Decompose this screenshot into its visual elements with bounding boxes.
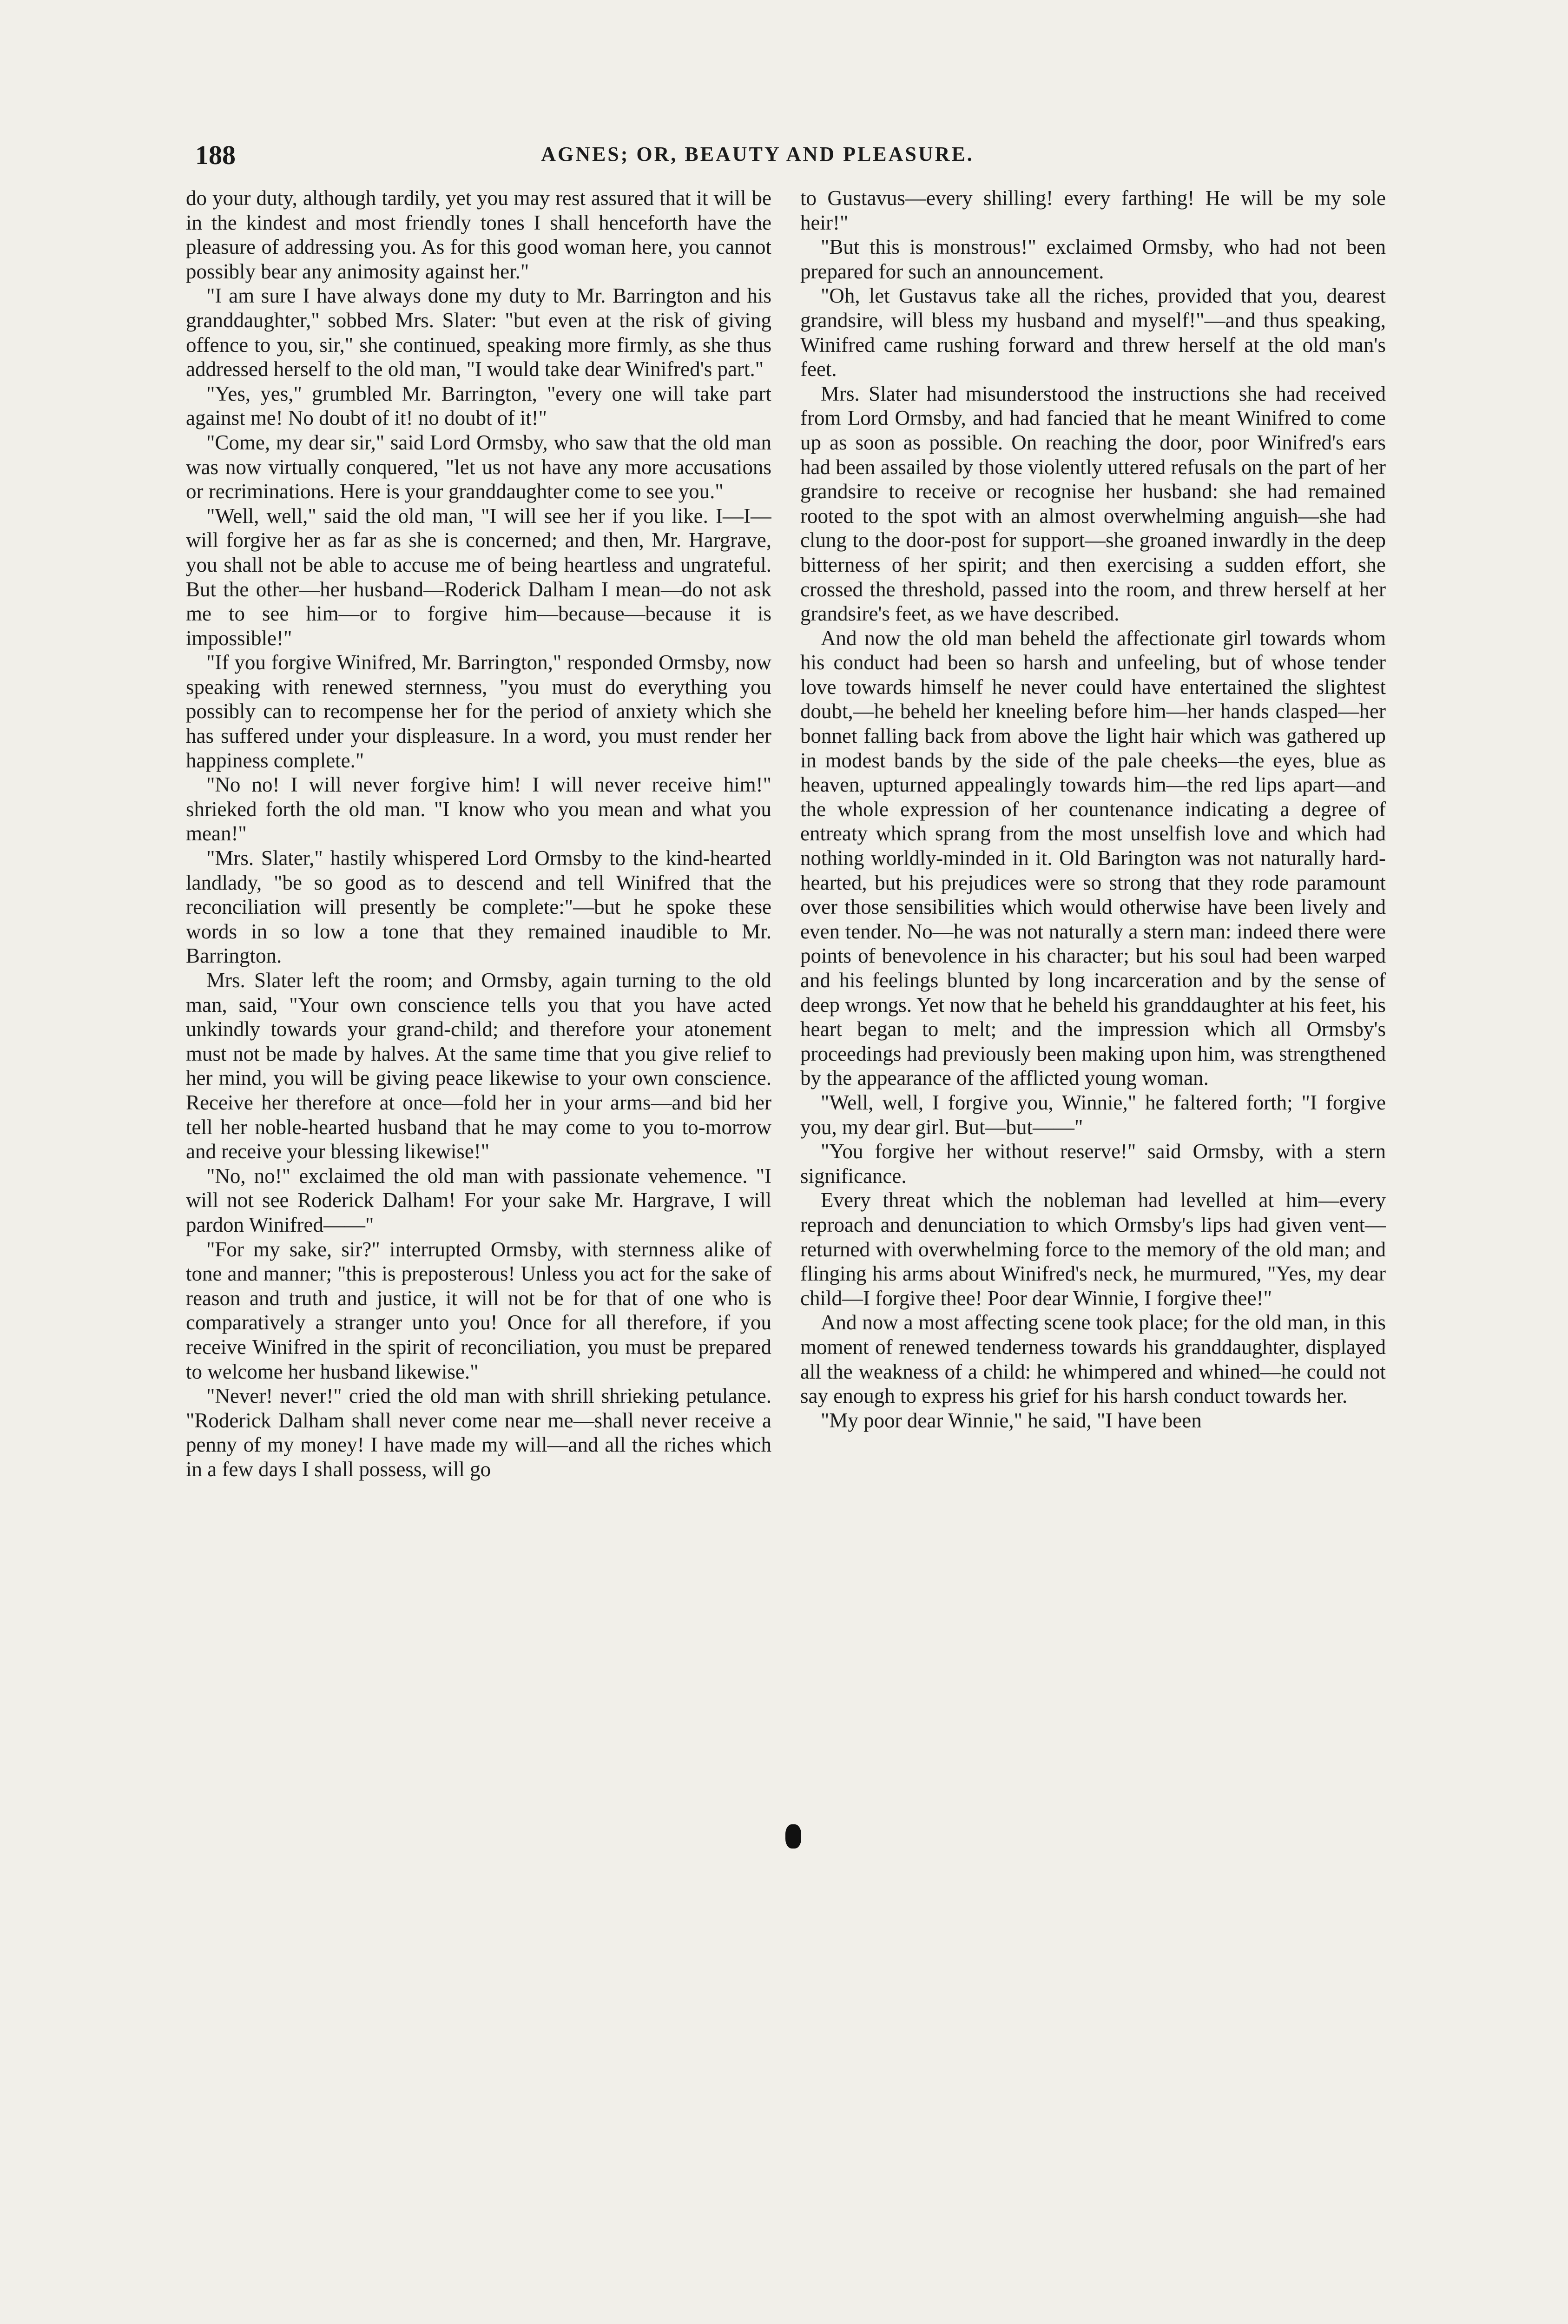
paragraph: "My poor dear Winnie," he said, "I have been xyxy=(821,1408,1202,1432)
paragraph: "For my sake, sir?" interrupted Ormsby, with sternness alike of tone and manner; "this is preposterous! Unless you act for the sake of reason and truth and justice, it will not be for that of one who is comparatively a stranger unto you! Once for all therefore, if you receive Winifred in the spirit of reconciliation, you must be prepared to welcome her husband likewise." xyxy=(186,1237,771,1383)
paragraph: "You forgive her without reserve!" said Ormsby, with a stern significance. xyxy=(800,1140,1386,1188)
paragraph: do your duty, although tardily, yet you may rest assured that it will be in the kindest and most friendly tones I shall henceforth have the pleasure of addressing you. As for this good woman here, you cannot possibly bear any animosity against her." xyxy=(186,186,771,283)
paragraph: to Gustavus—every shilling! every farthing! He will be my sole heir!" xyxy=(800,186,1386,234)
paragraph: "Yes, yes," grumbled Mr. Barrington, "every one will take part against me! No doubt of it! no doubt of it!" xyxy=(186,382,771,430)
paragraph: And now the old man beheld the affectionate girl towards whom his conduct had been so harsh and unfeeling, but of whose tender love towards himself he never could have entertained the slightest doubt,—he beheld her kneeling before him—her hands clasped—her bonnet falling back from above the light hair which was gathered up in modest bands by the side of the pale cheeks—the eyes, blue as heaven, upturned appealingly towards him—the red lips apart—and the whole expression of her countenance indicating a degree of entreaty which sprang from the most unselfish love and which had nothing worldly-minded in it. Old Barington was not naturally hard-hearted, but his prejudices were so strong that they rode paramount over those sensibilities which would otherwise have been lively and even tender. No—he was not naturally a stern man: indeed there were points of benevolence in his character; but his soul had been warped and his feelings blunted by long incarceration and by the sense of deep wrongs. Yet now that he beheld his granddaughter at his feet, his heart began to melt; and the impression which all Ormsby's proceedings had previously been making upon him, was strengthened by the appearance of the afflicted young woman. xyxy=(800,626,1386,1090)
paragraph: "Mrs. Slater," hastily whispered Lord Ormsby to the kind-hearted landlady, "be so good as to descend and tell Winifred that the reconciliation will presently be complete:"—but he spoke these words in so low a tone that they remained inaudible to Mr. Barrington. xyxy=(186,846,771,968)
paragraph: "If you forgive Winifred, Mr. Barrington," responded Ormsby, now speaking with renewed sternness, "you must do everything you possibly can to recompense her for the period of anxiety which she has suffered under your displeasure. In a word, you must render her happiness complete." xyxy=(186,651,771,772)
paragraph: "Never! never!" cried the old man with shrill shrieking petulance. "Roderick Dalham shall never come near me—shall never receive a penny of my money! I have made my will—and all the riches which in a few days I shall possess, will go xyxy=(186,1384,771,1481)
paragraph: "Well, well, I forgive you, Winnie," he faltered forth; "I forgive you, my dear girl. But—but——" xyxy=(800,1090,1386,1139)
paragraph: "Come, my dear sir," said Lord Ormsby, who saw that the old man was now virtually conquered, "let us not have any more accusations or recriminations. Here is your granddaughter come to see you." xyxy=(186,430,771,503)
left-column xyxy=(186,186,771,2264)
paragraph: "No no! I will never forgive him! I will never receive him!" shrieked forth the old man. "I know who you mean and what you mean!" xyxy=(186,773,771,845)
paragraph: "But this is monstrous!" exclaimed Ormsby, who had not been prepared for such an announcement. xyxy=(800,235,1386,283)
paragraph: "I am sure I have always done my duty to Mr. Barrington and his granddaughter," sobbed Mrs. Slater: "but even at the risk of giving offence to you, sir," she continued, speaking more firmly, as she thus addressed herself to the old man, "I would take dear Winifred's part." xyxy=(186,284,771,381)
page-number: 188 xyxy=(195,140,236,170)
paragraph: Mrs. Slater left the room; and Ormsby, again turning to the old man, said, "Your own conscience tells you that you have acted unkindly towards your grand-child; and therefore your atonement must not be made by halves. At the same time that you give relief to her mind, you will be giving peace likewise to your own conscience. Receive her therefore at once—fold her in your arms—and bid her tell her noble-hearted husband that he may come to you to-morrow and receive your blessing likewise!" xyxy=(186,969,771,1163)
ink-blot-mark xyxy=(785,1824,801,1849)
paragraph: "No, no!" exclaimed the old man with passionate vehemence. "I will not see Roderick Dalham! For your sake Mr. Hargrave, I will pardon Winifred——" xyxy=(186,1164,771,1236)
paragraph: Every threat which the nobleman had levelled at him—every reproach and denunciation to which Ormsby's lips had given vent—returned with overwhelming force to the memory of the old man; and flinging his arms about Winifred's neck, he murmured, "Yes, my dear child—I forgive thee! Poor dear Winnie, I forgive thee!" xyxy=(800,1188,1386,1310)
paragraph: And now a most affecting scene took place; for the old man, in this moment of renewed tenderness towards his granddaughter, displayed all the weakness of a child: he whimpered and whined—he could not say enough to express his grief for his harsh conduct towards her. xyxy=(800,1311,1386,1408)
paragraph: "Well, well," said the old man, "I will see her if you like. I—I—will forgive her as far as she is concerned; and then, Mr. Hargrave, you shall not be able to accuse me of being heartless and ungrateful. But the other—her husband—Roderick Dalham I mean—do not ask me to see him—or to forgive him—because—because it is impossible!" xyxy=(186,504,771,650)
right-column xyxy=(800,186,1386,2264)
paragraph: "Oh, let Gustavus take all the riches, provided that you, dearest grandsire, will bless my husband and myself!"—and thus speaking, Winifred came rushing forward and threw herself at the old man's feet. xyxy=(800,284,1386,381)
page-header xyxy=(195,139,1320,181)
paragraph: Mrs. Slater had misunderstood the instructions she had received from Lord Ormsby, and had fancied that he meant Winifred to come up as soon as possible. On reaching the door, poor Winifred's ears had been assailed by those violently uttered refusals on the part of her grandsire to receive or recognise her husband: she had remained rooted to the spot with an almost overwhelming anguish—she had clung to the door-post for support—she groaned inwardly in the deep bitterness of her spirit; and then exercising a sudden effort, she crossed the threshold, passed into the room, and threw herself at her grandsire's feet, as we have described. xyxy=(800,382,1386,626)
running-title: AGNES; OR, BEAUTY AND PLEASURE. xyxy=(541,143,974,165)
